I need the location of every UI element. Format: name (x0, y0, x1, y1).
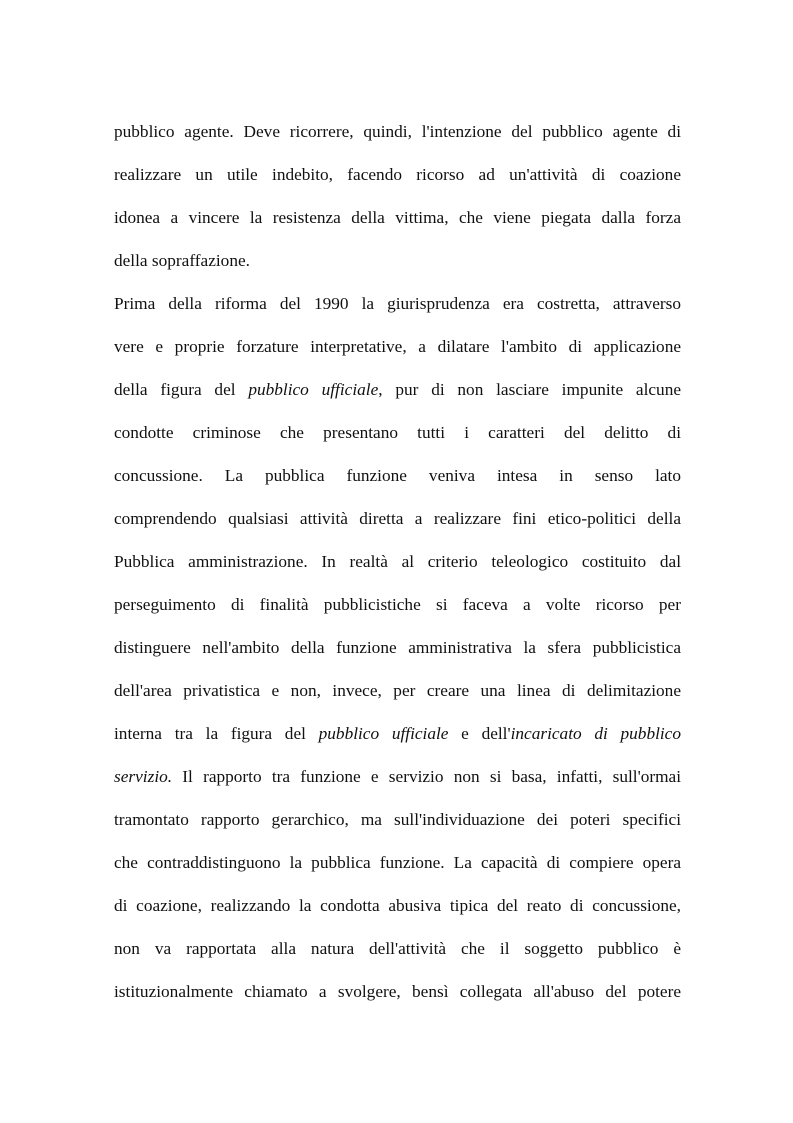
text-segment: Pubblica amministrazione. In realtà al criterio teleologico costituito dal (114, 552, 681, 571)
italic-text: pubblico ufficiale (248, 380, 379, 399)
text-segment: perseguimento di finalità pubblicistiche si faceva a volte ricorso per (114, 595, 681, 614)
text-line (114, 497, 681, 540)
text-segment: idonea a vincere la resistenza della vittima, che viene piegata dalla forza (114, 208, 681, 227)
text-line (114, 153, 681, 196)
text-line (114, 755, 681, 798)
document-body (114, 110, 681, 1013)
text-line (114, 196, 681, 239)
text-line (114, 454, 681, 497)
text-segment: Il rapporto tra funzione e servizio non si basa, infatti, sull'ormai (172, 767, 681, 786)
text-line (114, 239, 681, 282)
text-segment: distinguere nell'ambito della funzione amministrativa la sfera pubblicistica (114, 638, 681, 657)
text-line (114, 884, 681, 927)
text-line (114, 927, 681, 970)
text-segment: non va rapportata alla natura dell'attività che il soggetto pubblico è (114, 939, 681, 958)
text-segment: della figura del (114, 380, 249, 399)
text-line (114, 282, 681, 325)
text-line (114, 798, 681, 841)
text-segment: che contraddistinguono la pubblica funzione. La capacità di compiere opera (114, 853, 681, 872)
text-segment: istituzionalmente chiamato a svolgere, bensì collegata all'abuso del potere (114, 982, 681, 1001)
text-line (114, 669, 681, 712)
text-segment: concussione. La pubblica funzione veniva intesa in senso lato (114, 466, 681, 485)
text-segment: vere e proprie forzature interpretative, a dilatare l'ambito di applicazione (114, 337, 681, 356)
text-segment: della sopraffazione. (114, 251, 250, 270)
text-segment: dell'area privatistica e non, invece, per creare una linea di delimitazione (114, 681, 681, 700)
text-segment: e dell' (448, 724, 511, 743)
text-line (114, 712, 681, 755)
text-segment: condotte criminose che presentano tutti i caratteri del delitto di (114, 423, 681, 442)
text-line (114, 110, 681, 153)
text-segment: tramontato rapporto gerarchico, ma sull'individuazione dei poteri specifici (114, 810, 681, 829)
text-line (114, 540, 681, 583)
text-segment: Prima della riforma del 1990 la giurisprudenza era costretta, attraverso (114, 294, 681, 313)
text-segment: pubblico agente. Deve ricorrere, quindi, l'intenzione del pubblico agente di (114, 122, 681, 141)
text-segment: , pur di non lasciare impunite alcune (378, 380, 682, 399)
text-line (114, 411, 681, 454)
text-segment: di coazione, realizzando la condotta abusiva tipica del reato di concussione, (114, 896, 681, 915)
text-line (114, 626, 681, 669)
text-line (114, 970, 681, 1013)
text-segment: comprendendo qualsiasi attività diretta a realizzare fini etico-politici della (114, 509, 681, 528)
italic-text: pubblico ufficiale (318, 724, 449, 743)
text-segment: realizzare un utile indebito, facendo ricorso ad un'attività di coazione (114, 165, 681, 184)
text-line (114, 583, 681, 626)
italic-text: servizio. (114, 767, 173, 786)
text-line (114, 368, 681, 411)
text-segment: interna tra la figura del (114, 724, 319, 743)
italic-text: incaricato di pubblico (510, 724, 681, 743)
text-line (114, 325, 681, 368)
text-line (114, 841, 681, 884)
